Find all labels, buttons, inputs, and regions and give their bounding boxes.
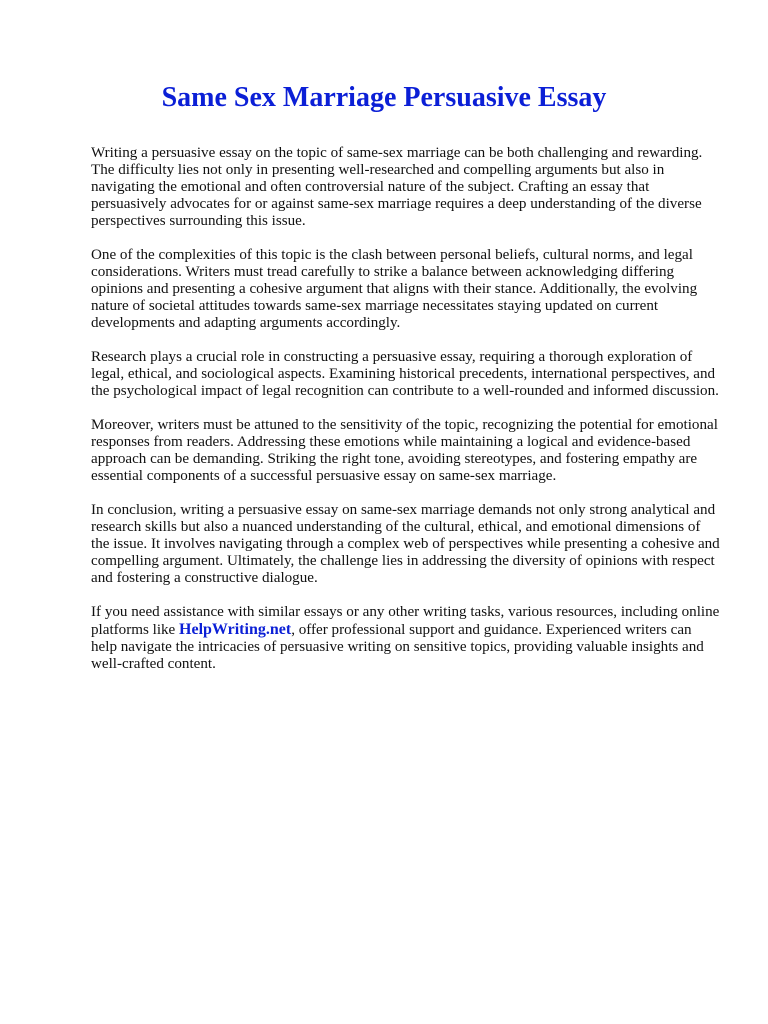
paragraph-3: Research plays a crucial role in constructing a persuasive essay, requiring a thorough exploration of legal, ethical, and sociological aspects. Examining historical precedents, international perspectives, and the psychological impact of legal recognition can contribute to a well-rounded and informed discussion. (91, 349, 719, 399)
paragraph-5: In conclusion, writing a persuasive essay on same-sex marriage demands not only strong analytical and research skills but also a nuanced understanding of the cultural, ethical, and emotional dimensions of the issue. It involves navigating through a complex web of perspectives while presenting a cohesive and compelling argument. Ultimately, the challenge lies in addressing the diversity of opinions with respect and fostering a constructive dialogue. (91, 502, 720, 586)
helpwriting-link[interactable]: HelpWriting.net (179, 621, 292, 638)
page-title: Same Sex Marriage Persuasive Essay (161, 82, 607, 113)
paragraph-1: Writing a persuasive essay on the topic of same-sex marriage can be both challenging and rewarding. The difficulty lies not only in presenting well-researched and compelling arguments but also in navigating the emotional and often controversial nature of the subject. Crafting an essay that persuasively advocates for or against same-sex marriage requires a deep understanding of the diverse perspectives surrounding this issue. (91, 145, 703, 229)
paragraph-4: Moreover, writers must be attuned to the sensitivity of the topic, recognizing the potential for emotional responses from readers. Addressing these emotions while maintaining a logical and evidence-based approach can be demanding. Striking the right tone, avoiding stereotypes, and fostering empathy are essential components of a successful persuasive essay on same-sex marriage. (91, 417, 718, 484)
essay-body (91, 145, 721, 690)
paragraph-6-outro: , offer professional support and guidance. Experienced writers can help navigate the intricacies of persuasive writing on sensitive topics, providing valuable insights and well-crafted content. (91, 622, 704, 672)
paragraph-6-intro: If you need assistance with similar essays or any other writing tasks, various resources, including online platforms like (91, 604, 720, 638)
paragraph-6 (91, 604, 721, 673)
paragraph-2: One of the complexities of this topic is the clash between personal beliefs, cultural norms, and legal considerations. Writers must tread carefully to strike a balance between acknowledging differing opinions and presenting a cohesive argument that aligns with their stance. Additionally, the evolving nature of societal attitudes towards same-sex marriage necessitates staying updated on current developments and adapting arguments accordingly. (91, 247, 698, 331)
